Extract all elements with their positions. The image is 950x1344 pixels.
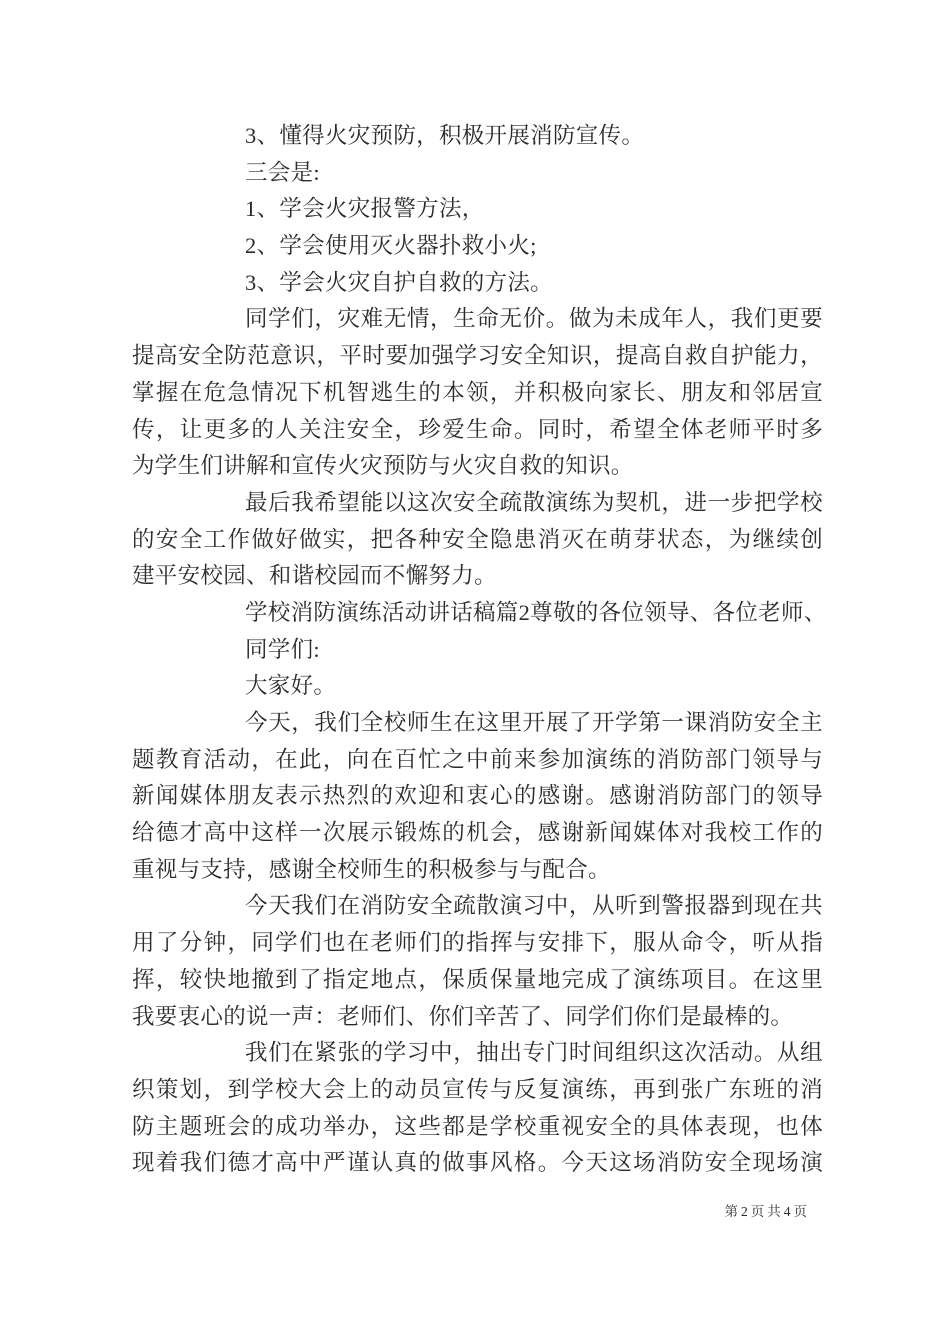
text-line: 挥，较快地撤到了指定地点，保质保量地完成了演练项目。在这里	[132, 966, 823, 992]
text-line: 我们在紧张的学习中，抽出专门时间组织这次活动。从组	[245, 1040, 823, 1066]
text-line: 新闻媒体朋友表示热烈的欢迎和衷心的感谢。感谢消防部门的领导	[132, 783, 823, 809]
text-line: 三会是:	[245, 159, 320, 185]
text-line: 3、学会火灾自护自救的方法。	[245, 269, 553, 295]
text-line: 防主题班会的成功举办，这些都是学校重视安全的具体表现，也体	[132, 1113, 823, 1139]
text-line: 我要衷心的说一声：老师们、你们辛苦了、同学们你们是最棒的。	[132, 1003, 794, 1029]
text-line: 大家好。	[245, 673, 337, 699]
text-line: 为学生们讲解和宣传火灾预防与火灾自救的知识。	[132, 453, 634, 479]
text-line: 学校消防演练活动讲话稿篇2尊敬的各位领导、各位老师、	[245, 599, 827, 625]
page-footer	[725, 1200, 811, 1224]
text-line: 提高安全防范意识，平时要加强学习安全知识，提高自救自护能力，	[132, 343, 823, 369]
text-line: 同学们，灾难无情，生命无价。做为未成年人，我们更要	[245, 306, 823, 332]
text-line: 3、懂得火灾预防，积极开展消防宣传。	[245, 123, 645, 148]
text-line: 现着我们德才高中严谨认真的做事风格。今天这场消防安全现场演	[132, 1150, 823, 1176]
text-line: 给德才高中这样一次展示锻炼的机会，感谢新闻媒体对我校工作的	[132, 820, 823, 846]
document-body	[132, 118, 827, 1182]
text-line: 掌握在危急情况下机智逃生的本领，并积极向家长、朋友和邻居宣	[132, 379, 823, 405]
page-number-text: 第2页共4页	[724, 1204, 810, 1219]
text-line: 重视与支持，感谢全校师生的积极参与与配合。	[132, 856, 611, 882]
text-line: 的安全工作做好做实，把各种安全隐患消灭在萌芽状态，为继续创	[132, 526, 823, 552]
text-line: 2、学会使用灭火器扑救小火;	[245, 233, 537, 259]
text-line: 传，让更多的人关注安全，珍爱生命。同时，希望全体老师平时多	[132, 416, 823, 442]
text-line: 用了分钟，同学们也在老师们的指挥与安排下，服从命令，听从指	[132, 930, 823, 956]
text-line: 今天我们在消防安全疏散演习中，从听到警报器到现在共	[245, 893, 823, 919]
text-line: 最后我希望能以这次安全疏散演练为契机，进一步把学校	[245, 489, 823, 515]
text-line: 1、学会火灾报警方法，	[245, 196, 485, 222]
text-line: 建平安校园、和谐校园而不懈努力。	[132, 563, 497, 589]
text-line: 今天，我们全校师生在这里开展了开学第一课消防安全主	[245, 710, 823, 735]
text-line: 同学们:	[245, 636, 320, 662]
text-line: 题教育活动，在此，向在百忙之中前来参加演练的消防部门领导与	[132, 746, 823, 772]
text-line: 织策划，到学校大会上的动员宣传与反复演练，再到张广东班的消	[132, 1076, 823, 1102]
